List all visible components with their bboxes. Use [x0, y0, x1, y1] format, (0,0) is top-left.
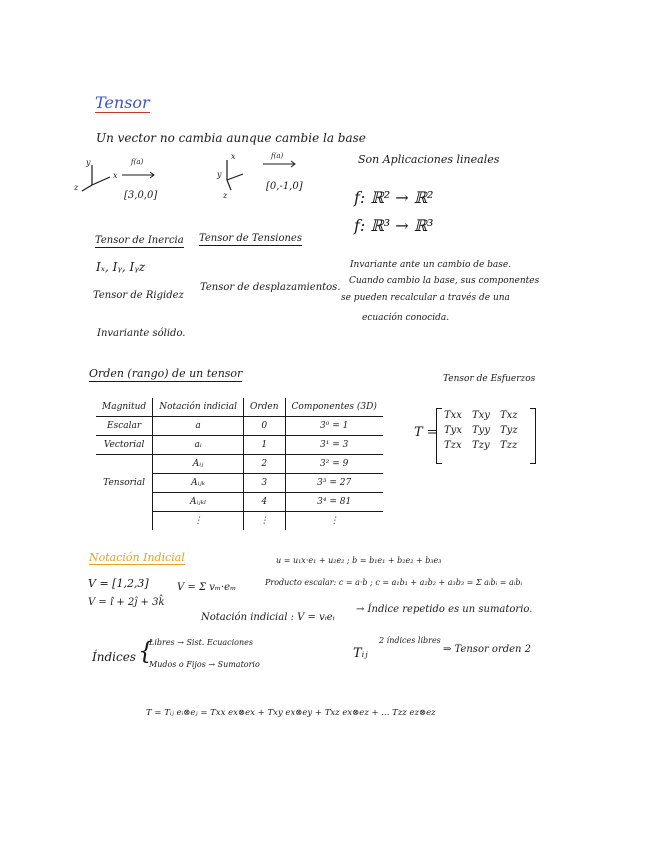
vector-label: [3,0,0] [124, 190, 158, 201]
cell: 4 [243, 493, 285, 512]
u-definition: u = u₁x·e₁ + u₂e₂ ; b = b₁e₁ + b₂e₂ + b₃e₃ [276, 556, 442, 565]
v-definition: V = [1,2,3] [88, 577, 149, 590]
indices-label: Índices [92, 650, 136, 664]
v-expand: V = î + 2ĵ + 3k̂ [88, 597, 165, 608]
tij-symbol: Tᵢⱼ [353, 646, 368, 661]
axis-label: z [223, 191, 228, 200]
free-indices: Libres → Sist. Ecuaciones [149, 638, 253, 647]
page-title: Tensor [95, 93, 150, 112]
matrix-cell: Tyz [500, 425, 518, 436]
cell: ⋮ [153, 512, 244, 531]
matrix-cell: Tyy [472, 425, 490, 436]
order-table [96, 398, 383, 530]
vector-label: [0,-1,0] [266, 181, 303, 192]
matrix-cell: Tyx [444, 425, 462, 436]
axis-label: y [86, 158, 91, 167]
invariant-note-line: ecuación conocida. [362, 313, 450, 323]
indices-brace: { [138, 637, 154, 665]
cell: ⋮ [329, 516, 339, 526]
linear-map-1: f: ℝ² → ℝ² [354, 188, 434, 207]
matrix-cell: Txz [500, 410, 518, 421]
left-bracket [436, 408, 442, 464]
column-header: Componentes (3D) [285, 398, 383, 417]
matrix-cell: Tzz [500, 440, 518, 451]
cell [96, 493, 153, 512]
matrix-cell: Txy [472, 410, 490, 421]
cell: 0 [243, 417, 285, 436]
stress-symbol: T = [414, 425, 438, 440]
free-indices-count: 2 índices libres [379, 636, 441, 645]
cell: 1 [243, 436, 285, 455]
cell: Aᵢⱼₖ [153, 474, 244, 493]
tensions-heading: Tensor de Tensiones [199, 233, 302, 244]
matrix-cell: Txx [444, 410, 462, 421]
table-row [96, 512, 383, 531]
matrix-cell: Tzx [444, 440, 462, 451]
inertia-heading: Tensor de Inercia [95, 235, 184, 246]
axis-label: x [231, 152, 236, 161]
cell: Vectorial [96, 436, 153, 455]
cell: 3⁰ = 1 [285, 417, 383, 436]
repeated-index-note: → Índice repetido es un sumatorio. [356, 604, 533, 615]
indicial-heading: Notación Indicial [89, 551, 185, 564]
invariant-note-line: se pueden recalcular a través de una [341, 293, 510, 303]
dot-product: Producto escalar: c = a·b ; c = a₁b₁ + a₂b₂ + a₃b₃ = Σ aᵢbᵢ = aᵢbᵢ [265, 578, 523, 587]
table-row [96, 417, 383, 436]
order-two: ⇒ Tensor orden 2 [443, 644, 532, 655]
cell: Aᵢⱼₖₗ [153, 493, 244, 512]
axis-label: x [113, 171, 118, 180]
cell: 3 [243, 474, 285, 493]
fixed-indices: Mudos o Fijos → Sumatorio [149, 660, 260, 669]
order-heading: Orden (rango) de un tensor [89, 367, 243, 380]
indicial-v: Notación indicial : V = vᵢeᵢ [201, 612, 335, 623]
cell: a [153, 417, 244, 436]
linear-maps-heading: Son Aplicaciones lineales [358, 153, 500, 166]
cell: ⋮ [243, 512, 285, 531]
invariant-note-line: Cuando cambio la base, sus componentes [349, 276, 540, 286]
basis-diagram-2 [215, 150, 305, 200]
arrow-label: f(a) [131, 158, 144, 166]
final-equation: T = Tᵢⱼ eᵢ⊗eⱼ = Txx ex⊗ex + Txy ex⊗ey + Txz ex⊗ez + ... Tzz ez⊗ez [146, 708, 436, 718]
cell: Escalar [96, 417, 153, 436]
cell: aᵢ [153, 436, 244, 455]
table-row [96, 455, 383, 474]
stress-heading: Tensor de Esfuerzos [443, 374, 536, 384]
cell: 3² = 9 [285, 455, 383, 474]
cell: Aᵢⱼ [153, 455, 244, 474]
invariant-note-line: Invariante ante un cambio de base. [350, 260, 512, 270]
table-header-row [96, 398, 383, 417]
cell: 2 [243, 455, 285, 474]
column-header: Magnitud [96, 398, 153, 417]
displacement-tensor: Tensor de desplazamientos. [200, 282, 341, 293]
linear-map-2: f: ℝ³ → ℝ³ [354, 216, 434, 235]
matrix-cell: Tzy [472, 440, 490, 451]
arrow-label: f(a) [271, 152, 284, 160]
invariant-solid: Invariante sólido. [97, 328, 186, 339]
cell: Tensorial [103, 478, 146, 488]
cell: 3³ = 27 [285, 474, 383, 493]
cell [96, 512, 153, 531]
cell: 3¹ = 3 [285, 436, 383, 455]
cell [96, 455, 153, 474]
intro-text: Un vector no cambia aunque cambie la base [96, 131, 366, 145]
cell: 3⁴ = 81 [285, 493, 383, 512]
table-row [96, 436, 383, 455]
rigidity-tensor: Tensor de Rigidez [93, 290, 184, 301]
right-bracket [530, 408, 536, 464]
v-sum: V = Σ vₘ·eₘ [177, 582, 237, 593]
table-row [96, 474, 383, 493]
column-header: Notación indicial [153, 398, 244, 417]
axis-label: z [74, 183, 79, 192]
inertia-components: Iₓ, Iᵧ, Iᵧz [96, 260, 146, 274]
table-row [96, 493, 383, 512]
axis-label: y [217, 170, 222, 179]
stress-matrix [436, 408, 536, 453]
column-header: Orden [243, 398, 285, 417]
